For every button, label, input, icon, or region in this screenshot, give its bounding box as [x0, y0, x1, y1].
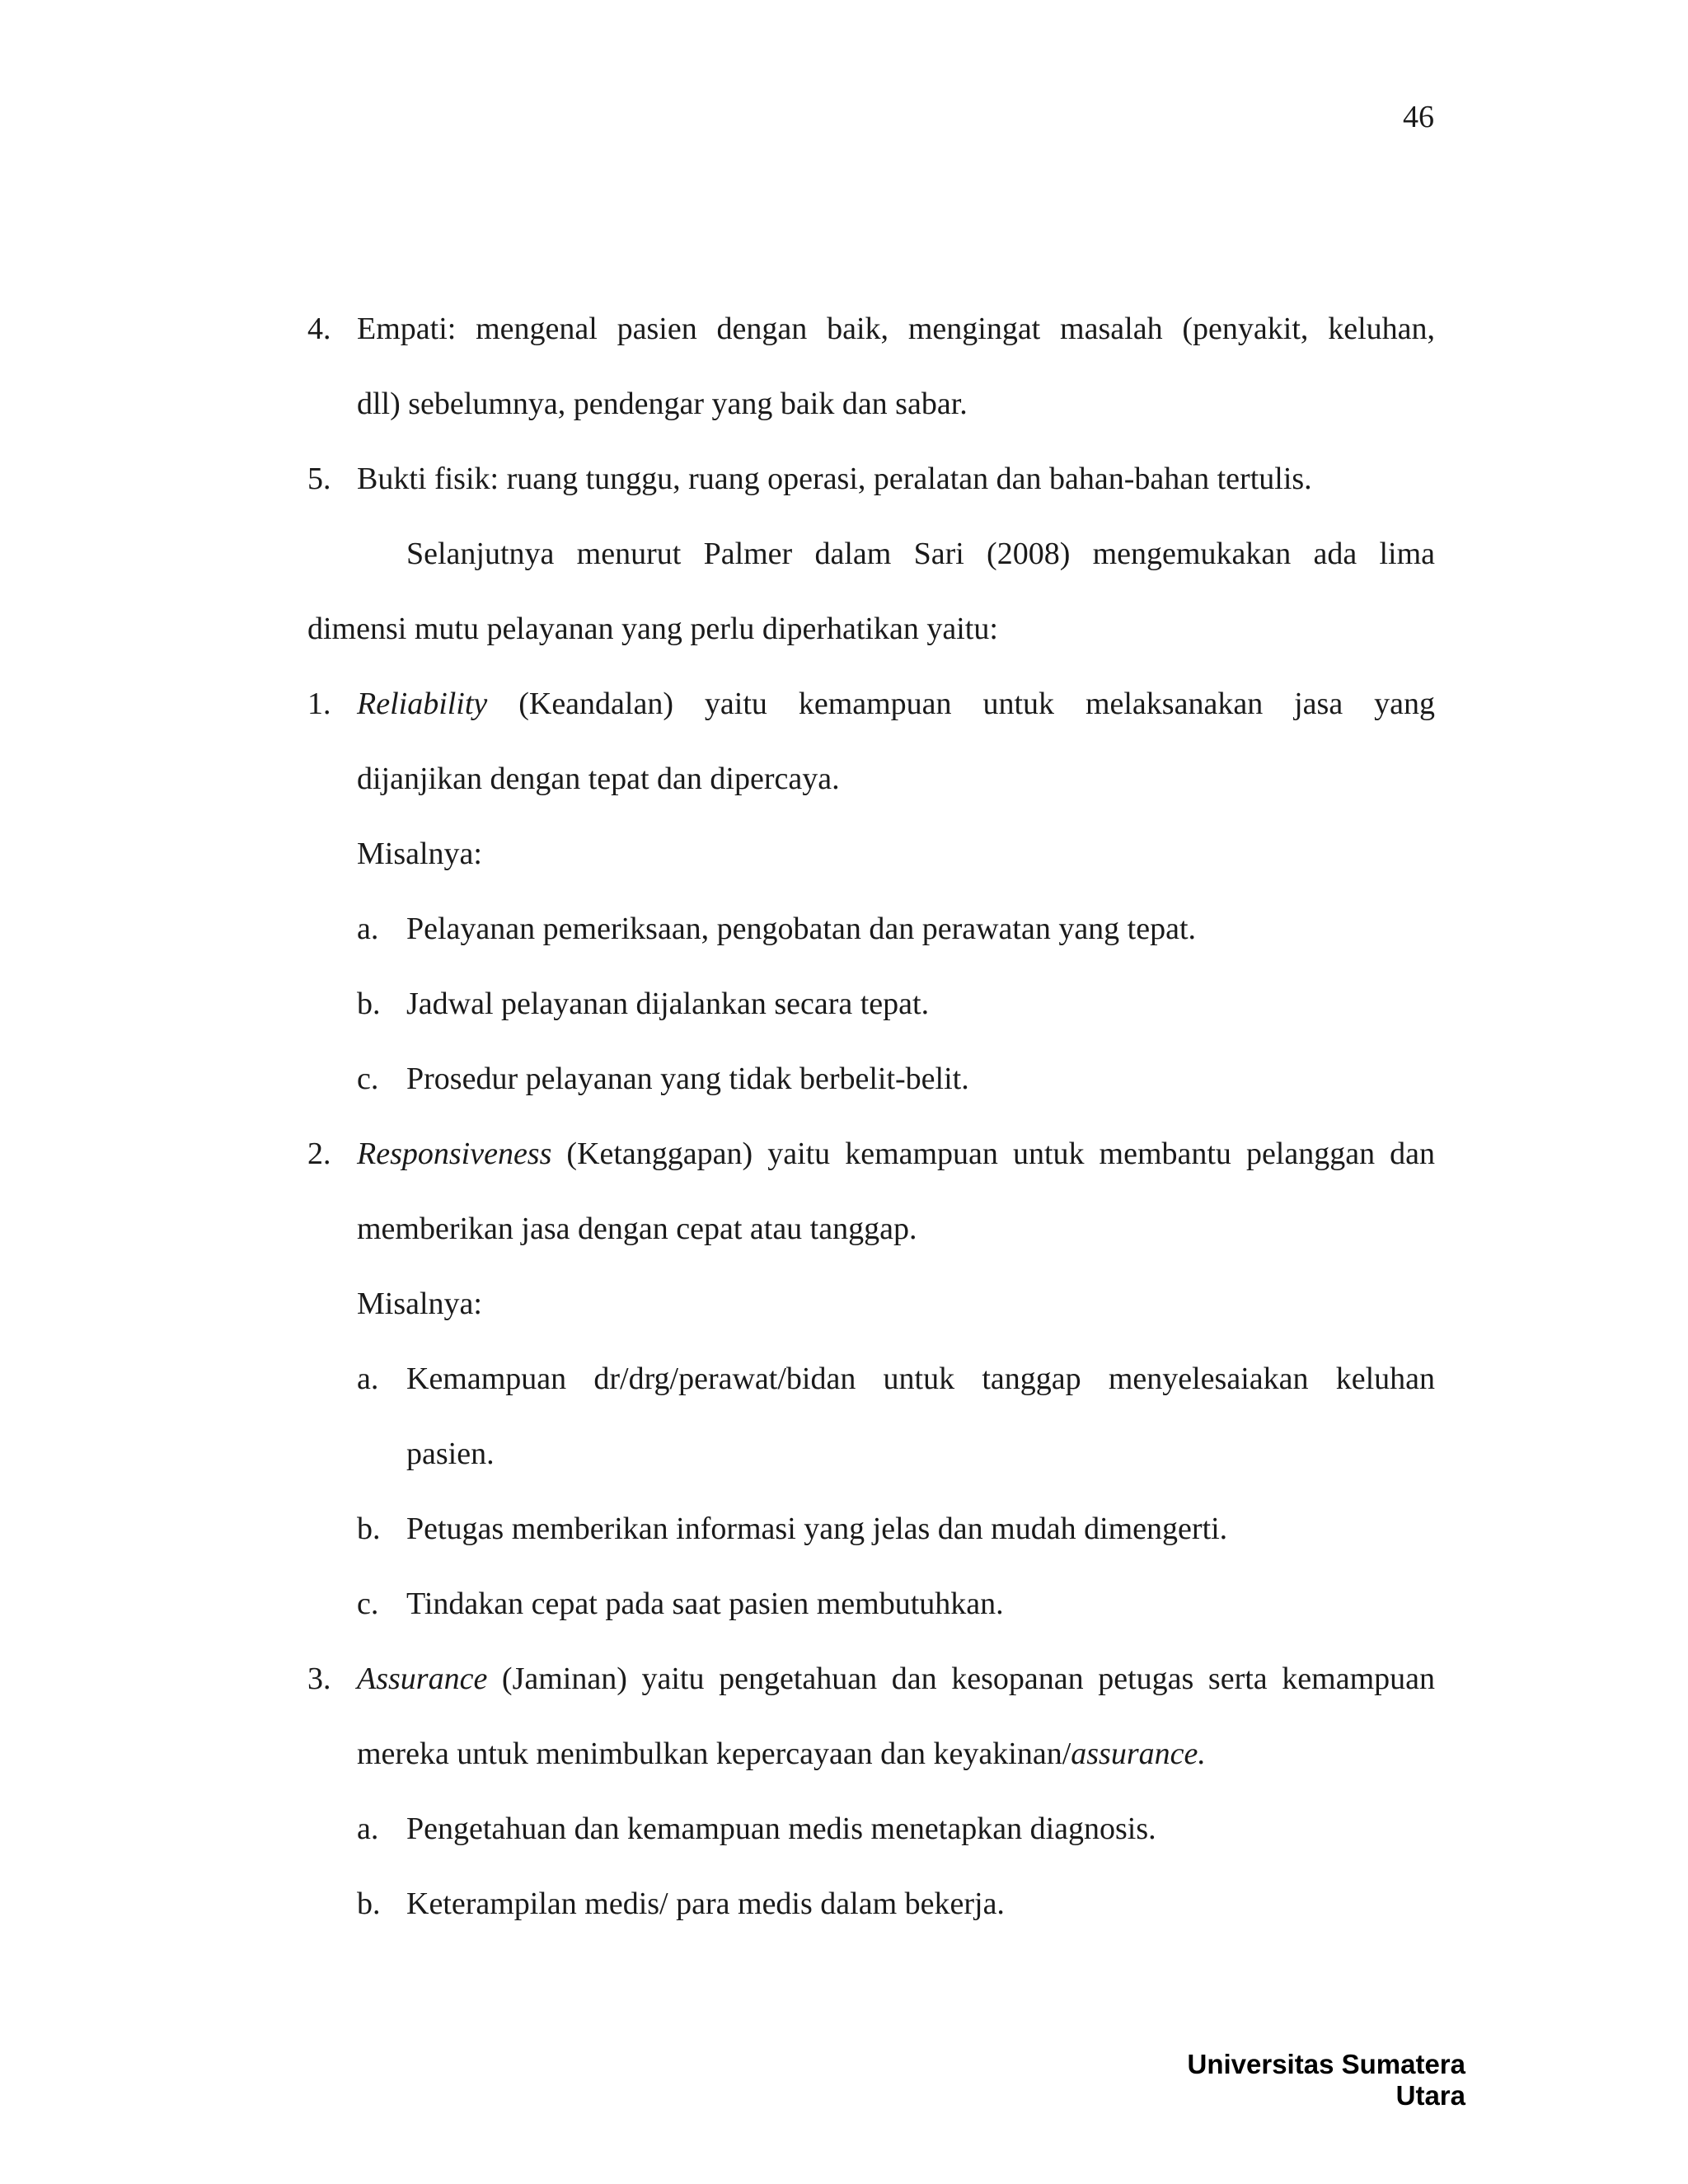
- sub-item-2b: [0, 1509, 1688, 1549]
- definition-text: [357, 1734, 1206, 1774]
- definition-text-prefix: mereka untuk menimbulkan kepercayaan dan keyakinan/: [357, 1736, 1071, 1771]
- list-item-4-line-2: [0, 384, 1688, 424]
- dimension-2-line-2: [0, 1209, 1688, 1249]
- sub-item-2c: [0, 1584, 1688, 1624]
- dimension-definition: [357, 1134, 1435, 1174]
- definition-text: (Jaminan) yaitu pengetahuan dan kesopanan petugas serta kemampuan: [487, 1661, 1435, 1696]
- sub-item-3b: [0, 1884, 1688, 1924]
- list-marker: 2.: [307, 1137, 331, 1171]
- list-item-text: Empati: mengenal pasien dengan baik, mengingat masalah (penyakit, keluhan,: [357, 312, 1435, 346]
- dimension-term: Responsiveness: [357, 1137, 552, 1171]
- paragraph-line-2: [0, 609, 1688, 649]
- sub-item-3a: [0, 1809, 1688, 1849]
- list-item-text: dll) sebelumnya, pendengar yang baik dan sabar.: [357, 387, 968, 421]
- definition-text: memberikan jasa dengan cepat atau tanggap.: [357, 1212, 917, 1246]
- list-marker: 1.: [307, 687, 331, 721]
- sub-item-text: Petugas memberikan informasi yang jelas dan mudah dimengerti.: [406, 1511, 1228, 1546]
- list-item-5: [0, 459, 1688, 499]
- sub-item-2a-line-1: [0, 1359, 1688, 1399]
- sub-marker: b.: [357, 987, 381, 1021]
- sub-marker: c.: [357, 1062, 379, 1096]
- sub-marker: a.: [357, 1811, 379, 1846]
- dimension-term: Reliability: [357, 687, 488, 721]
- sub-item-2a-line-2: [0, 1434, 1688, 1474]
- sub-marker: a.: [357, 1361, 379, 1396]
- example-label: [0, 1284, 1688, 1324]
- sub-marker: b.: [357, 1511, 381, 1546]
- sub-item-text: Prosedur pelayanan yang tidak berbelit-belit.: [406, 1062, 969, 1096]
- sub-item-text: Tindakan cepat pada saat pasien membutuhkan.: [406, 1586, 1004, 1621]
- sub-item-text: Jadwal pelayanan dijalankan secara tepat.: [406, 987, 930, 1021]
- sub-item-text: Kemampuan dr/drg/perawat/bidan untuk tanggap menyelesaiakan keluhan: [406, 1361, 1435, 1396]
- definition-text: (Keandalan) yaitu kemampuan untuk melaksanakan jasa yang: [487, 687, 1435, 721]
- example-label-text: Misalnya:: [357, 837, 482, 871]
- dimension-1-line-1: [0, 684, 1688, 724]
- example-label: [0, 834, 1688, 874]
- list-marker: 3.: [307, 1661, 331, 1696]
- sub-marker: b.: [357, 1886, 381, 1921]
- definition-text: dijanjikan dengan tepat dan dipercaya.: [357, 762, 840, 796]
- sub-item-text: pasien.: [406, 1436, 495, 1471]
- sub-item-1c: [0, 1059, 1688, 1099]
- footer-institution: Universitas Sumatera Utara: [1187, 2049, 1465, 2111]
- sub-item-text: Pelayanan pemeriksaan, pengobatan dan perawatan yang tepat.: [406, 912, 1197, 946]
- dimension-term: Assurance: [357, 1661, 488, 1696]
- list-item-text: Bukti fisik: ruang tunggu, ruang operasi, peralatan dan bahan-bahan tertulis.: [357, 462, 1312, 496]
- list-item-4-line-1: [0, 309, 1688, 349]
- example-label-text: Misalnya:: [357, 1286, 482, 1321]
- paragraph-line-1: [0, 534, 1688, 574]
- dimension-1-line-2: [0, 759, 1688, 799]
- dimension-3-line-2: [0, 1734, 1688, 1774]
- sub-item-1b: [0, 984, 1688, 1024]
- list-marker: 5.: [307, 462, 331, 496]
- dimension-definition: [357, 1659, 1435, 1699]
- paragraph-text: dimensi mutu pelayanan yang perlu diperhatikan yaitu:: [307, 612, 998, 646]
- paragraph-text: Selanjutnya menurut Palmer dalam Sari (2008) mengemukakan ada lima: [406, 537, 1435, 571]
- dimension-definition: [357, 684, 1435, 724]
- sub-item-text: Pengetahuan dan kemampuan medis menetapkan diagnosis.: [406, 1811, 1156, 1846]
- sub-item-text: Keterampilan medis/ para medis dalam bekerja.: [406, 1886, 1005, 1921]
- sub-marker: a.: [357, 912, 379, 946]
- dimension-2-line-1: [0, 1134, 1688, 1174]
- page-number: 46: [1403, 100, 1434, 134]
- list-marker: 4.: [307, 312, 331, 346]
- dimension-term-repeat: assurance.: [1071, 1736, 1206, 1771]
- definition-text: (Ketanggapan) yaitu kemampuan untuk membantu pelanggan dan: [551, 1137, 1435, 1171]
- dimension-3-line-1: [0, 1659, 1688, 1699]
- sub-item-1a: [0, 909, 1688, 949]
- sub-marker: c.: [357, 1586, 379, 1621]
